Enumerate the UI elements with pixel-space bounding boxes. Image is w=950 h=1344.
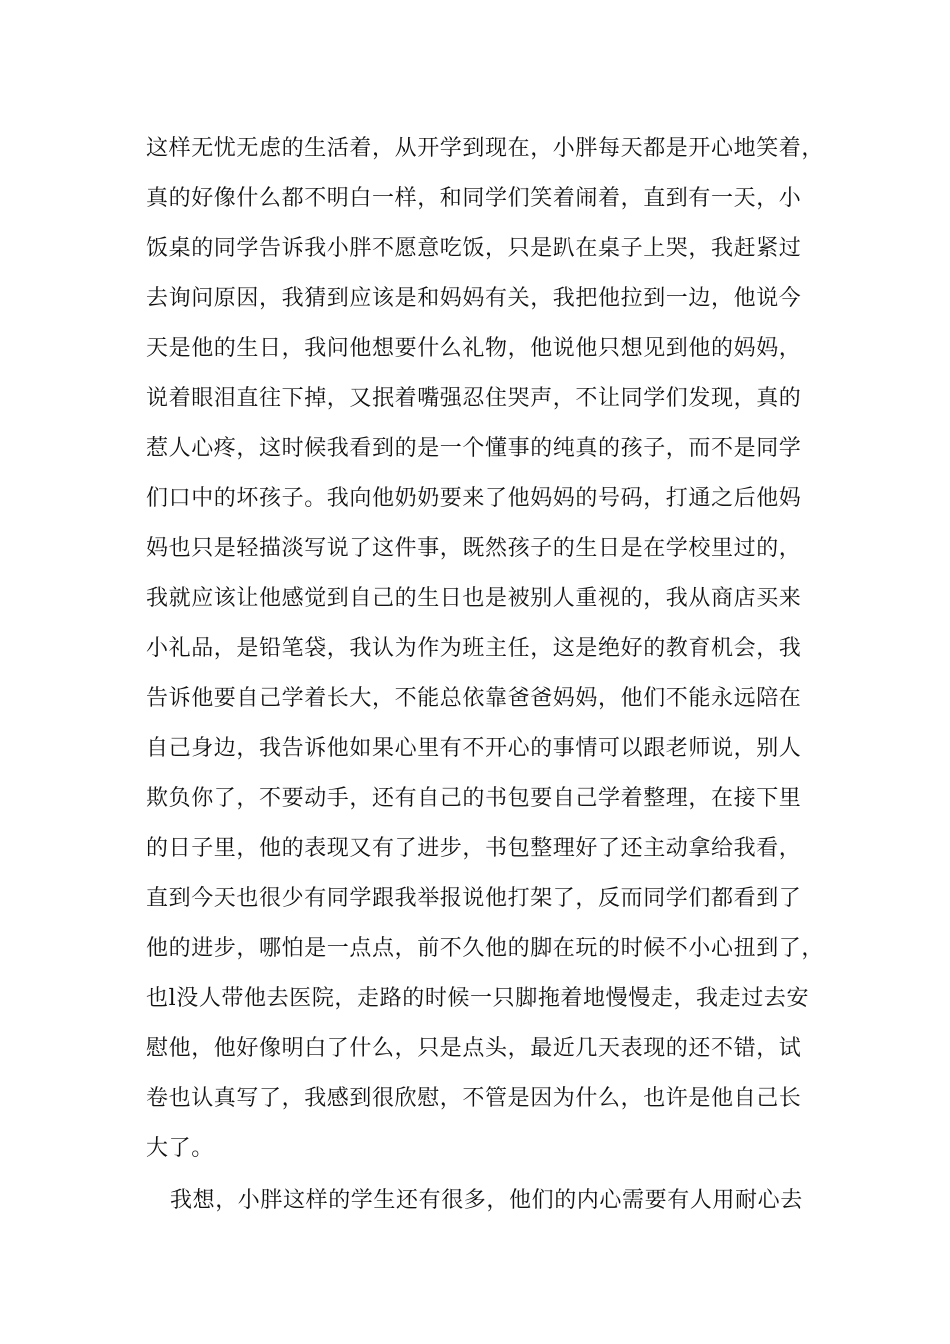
text-line: 慰他，他好像明白了什么，只是点头，最近几天表现的还不错，试 (146, 1036, 802, 1061)
text-line: 小礼品，是铅笔袋，我认为作为班主任，这是绝好的教育机会，我 (146, 636, 802, 661)
text-line: 自己身边，我告诉他如果心里有不开心的事情可以跟老师说，别人 (146, 736, 802, 761)
text-line: 告诉他要自己学着长大，不能总依靠爸爸妈妈，他们不能永远陪在 (146, 686, 802, 711)
text-line: 饭桌的同学告诉我小胖不愿意吃饭，只是趴在桌子上哭，我赶紧过 (146, 236, 802, 261)
text-line: 这样无忧无虑的生活着，从开学到现在，小胖每天都是开心地笑着， (146, 136, 825, 161)
text-line: 真的好像什么都不明白一样，和同学们笑着闹着，直到有一天，小 (146, 186, 802, 211)
text-line: 的日子里，他的表现又有了进步，书包整理好了还主动拿给我看， (146, 836, 802, 861)
text-line: 大了。 (146, 1136, 214, 1161)
paragraph-first-line: 我想，小胖这样的学生还有很多，他们的内心需要有人用耐心去 (170, 1188, 803, 1213)
text-line: 说着眼泪直往下掉，又抿着嘴强忍住哭声，不让同学们发现，真的 (146, 386, 802, 411)
text-line: 也l没人带他去医院，走路的时候一只脚拖着地慢慢走，我走过去安 (146, 986, 810, 1011)
text-line: 去询问原因，我猜到应该是和妈妈有关，我把他拉到一边，他说今 (146, 286, 802, 311)
text-line: 妈也只是轻描淡写说了这件事，既然孩子的生日是在学校里过的， (146, 536, 802, 561)
text-line: 惹人心疼，这时候我看到的是一个懂事的纯真的孩子，而不是同学 (146, 436, 802, 461)
text-line: 欺负你了，不要动手，还有自己的书包要自己学着整理，在接下里 (146, 786, 802, 811)
text-line: 卷也认真写了，我感到很欣慰，不管是因为什么，也许是他自己长 (146, 1086, 802, 1111)
text-line: 他的进步，哪怕是一点点，前不久他的脚在玩的时候不小心扭到了， (146, 936, 825, 961)
text-line: 我就应该让他感觉到自己的生日也是被别人重视的，我从商店买来 (146, 586, 802, 611)
text-line: 天是他的生日，我问他想要什么礼物，他说他只想见到他的妈妈， (146, 336, 802, 361)
text-line: 直到今天也很少有同学跟我举报说他打架了，反而同学们都看到了 (146, 886, 802, 911)
text-line: 们口中的坏孩子。我向他奶奶要来了他妈妈的号码，打通之后他妈 (146, 486, 802, 511)
